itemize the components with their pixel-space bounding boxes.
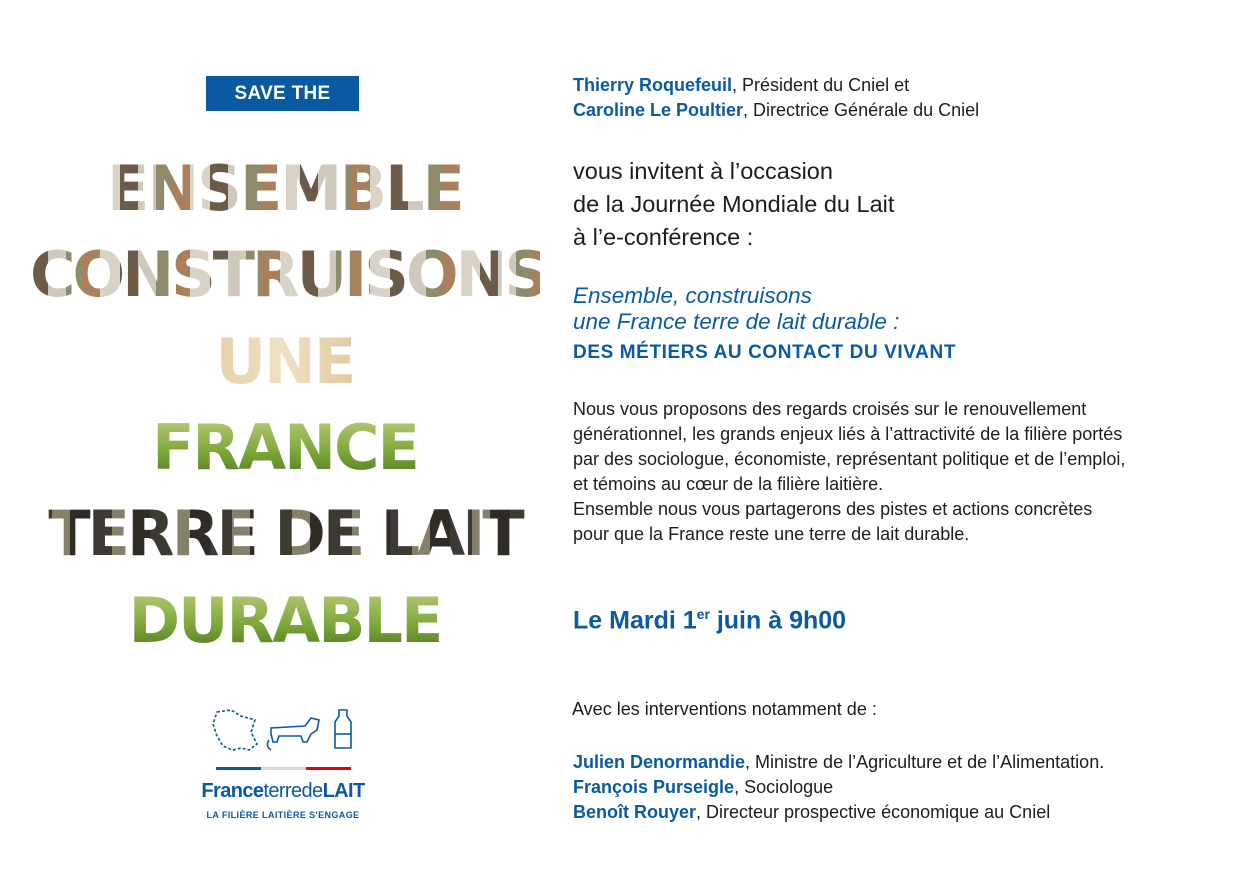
france-terre-de-lait-logo: [183, 706, 383, 826]
hosts: [573, 73, 979, 123]
speaker-line: François Purseigle, Sociologue: [573, 777, 834, 797]
title-line-une: UNE: [30, 331, 540, 393]
speaker-line: Julien Denormandie, Ministre de l’Agriculture et de l’Alimentation.: [573, 752, 1105, 772]
save-the-date-badge: SAVE THE DATE: [206, 76, 359, 111]
host-line: Thierry Roquefeuil, Président du Cniel et: [573, 75, 910, 95]
description: Nous vous proposons des regards croisés sur le renouvellement générationnel, les grands enjeux liés à l’attractivité de la filière portés par des sociologue, économiste, représentant politique et de l’emploi, et témoins au cœur de la filière laitière. Ensemble nous vous partagerons des pistes et actions concrètes pour que la France reste une terre de lait durable.: [573, 399, 1126, 544]
flag-stripe: [216, 767, 351, 770]
conference-title: Ensemble, construisons une France terre de lait durable :: [573, 283, 900, 334]
title-line-construisons: CONSTRUISONS: [30, 238, 547, 311]
france-map-icon: [213, 710, 257, 750]
speakers-intro: Avec les interventions notamment de :: [572, 699, 877, 719]
title-line-france: FRANCE: [30, 417, 540, 479]
brand-wordmark: FranceterredeLAIT: [201, 780, 365, 802]
cow-icon: [267, 718, 319, 750]
invitation-text: vous invitent à l’occasion de la Journée Mondiale du Lait à l’e-conférence :: [573, 158, 895, 250]
speakers-list: [573, 750, 1104, 825]
brand-tagline: LA FILIÈRE LAITIÈRE S'ENGAGE: [206, 810, 360, 820]
event-date: Le Mardi 1er juin à 9h00: [573, 606, 847, 635]
host-line: Caroline Le Poultier, Directrice Générale du Cniel: [573, 100, 980, 120]
title-line-ensemble: ENSEMBLE: [30, 158, 540, 220]
title-line-terre-de-lait: TERRE DE LAIT: [30, 503, 540, 565]
speaker-line: Benoît Rouyer, Directeur prospective économique au Cniel: [573, 802, 1051, 822]
title-line-durable: DURABLE: [30, 590, 540, 652]
milk-bottle-icon: [335, 710, 351, 748]
conference-subtitle: DES MÉTIERS AU CONTACT DU VIVANT: [573, 342, 957, 363]
